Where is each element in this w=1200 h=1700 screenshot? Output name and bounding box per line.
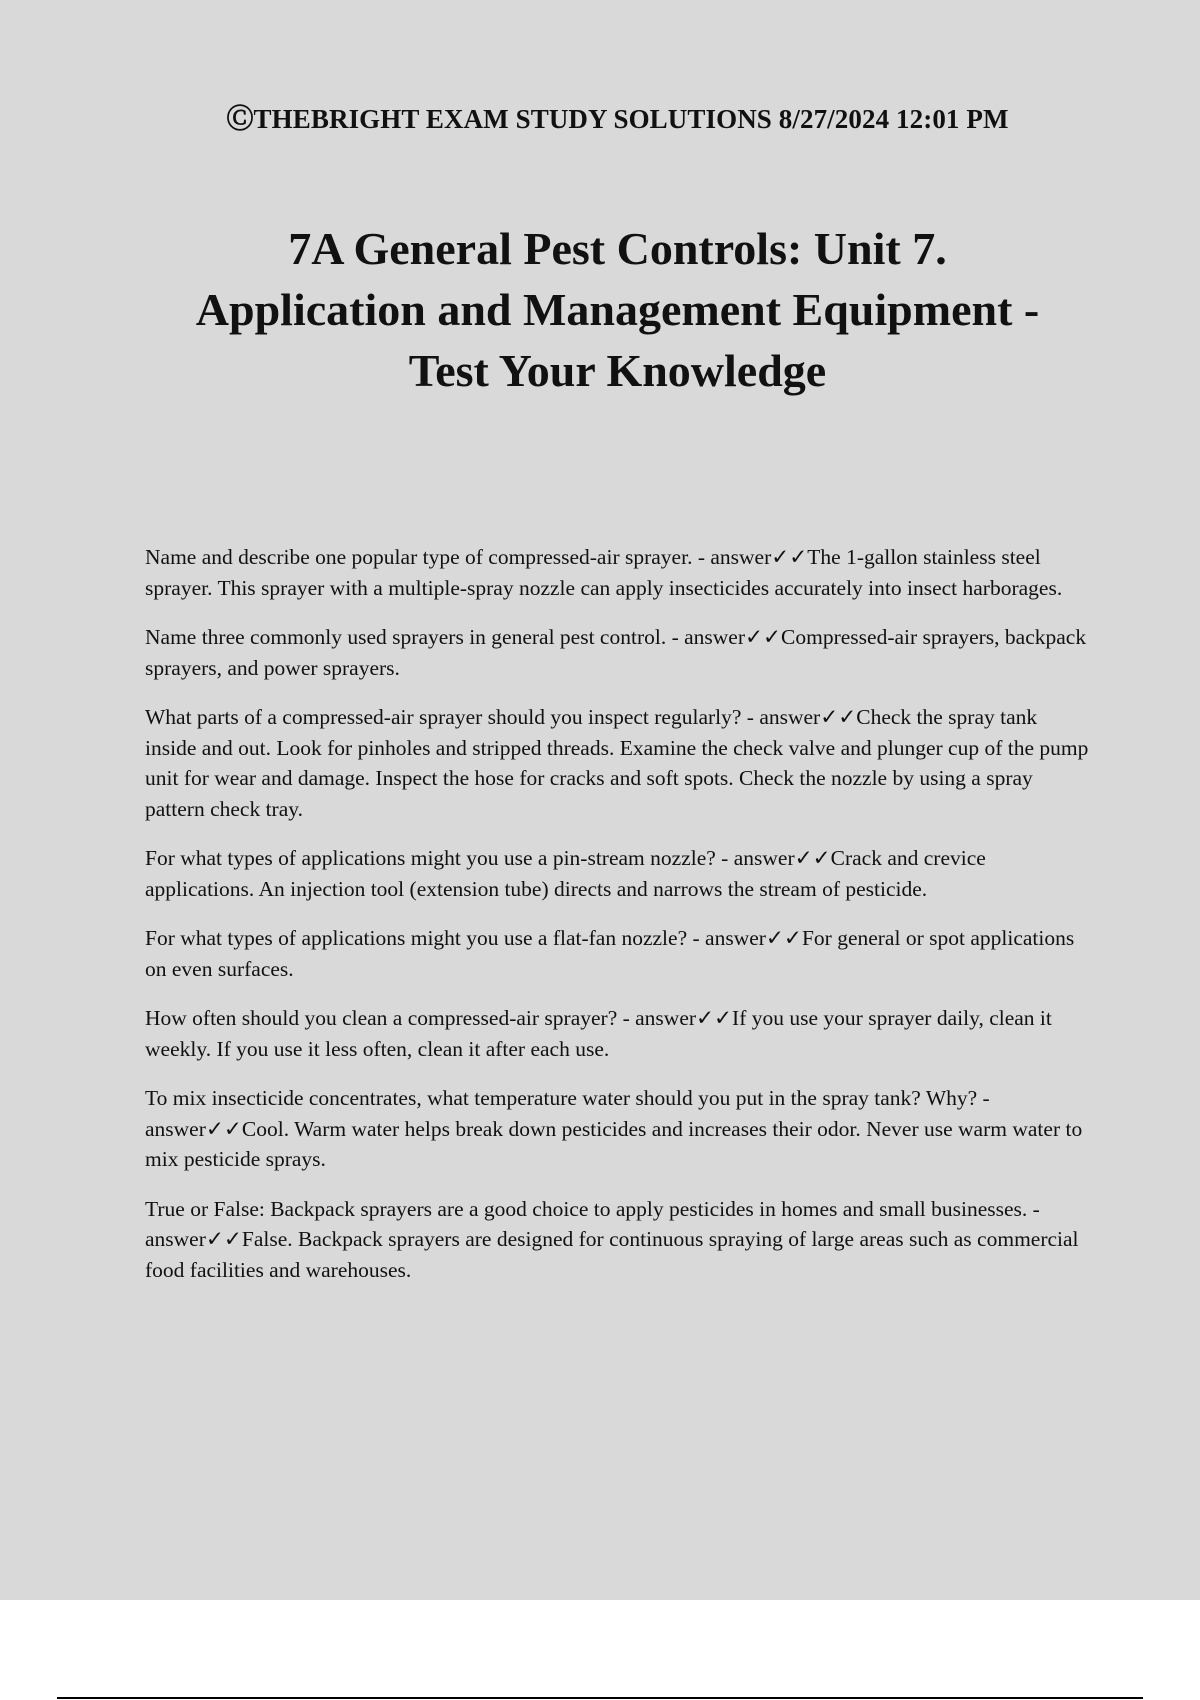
qa-item: For what types of applications might you use a flat-fan nozzle? - answer✓✓For general or spot applications on even surfaces. — [145, 926, 1075, 981]
title-line-1: 7A General Pest Controls: Unit 7. — [288, 223, 947, 274]
qa-item: Name and describe one popular type of compressed-air sprayer. - answer✓✓The 1-gallon stainless steel sprayer. This sprayer with a multiple-spray nozzle can apply insecticides accurately into insect harborages. — [145, 545, 1063, 600]
question-answer-list — [145, 542, 1090, 1304]
qa-item: For what types of applications might you use a pin-stream nozzle? - answer✓✓Crack and crevice applications. An injection tool (extension tube) directs and narrows the stream of pesticide. — [145, 846, 986, 901]
document-title — [150, 218, 1085, 401]
bottom-divider — [57, 1697, 1143, 1699]
qa-item: Name three commonly used sprayers in general pest control. - answer✓✓Compressed-air sprayers, backpack sprayers, and power sprayers. — [145, 625, 1087, 680]
title-line-3: Test Your Knowledge — [408, 345, 827, 396]
qa-item: What parts of a compressed-air sprayer should you inspect regularly? - answer✓✓Check the spray tank inside and out. Look for pinholes and stripped threads. Examine the check valve and plunger cup of the pump unit for wear and damage. Inspect the hose for cracks and soft spots. Check the nozzle by using a spray pattern check tray. — [145, 705, 1089, 821]
qa-item: True or False: Backpack sprayers are a good choice to apply pesticides in homes and small businesses. - answer✓✓False. Backpack sprayers are designed for continuous spraying of large areas such as commercial food facilities and warehouses. — [145, 1196, 1079, 1282]
title-line-2: Application and Management Equipment - — [195, 284, 1040, 335]
qa-item: To mix insecticide concentrates, what temperature water should you put in the spray tank? Why? - answer✓✓Cool. Warm water helps break down pesticides and increases their odor. Never use warm water to mix pesticide sprays. — [145, 1086, 1083, 1171]
qa-item: How often should you clean a compressed-air sprayer? - answer✓✓If you use your sprayer daily, clean it weekly. If you use it less often, clean it after each use. — [145, 1006, 1052, 1061]
page-header: ⒸTHEBRIGHT EXAM STUDY SOLUTIONS 8/27/2024 12:01 PM — [226, 104, 1009, 134]
